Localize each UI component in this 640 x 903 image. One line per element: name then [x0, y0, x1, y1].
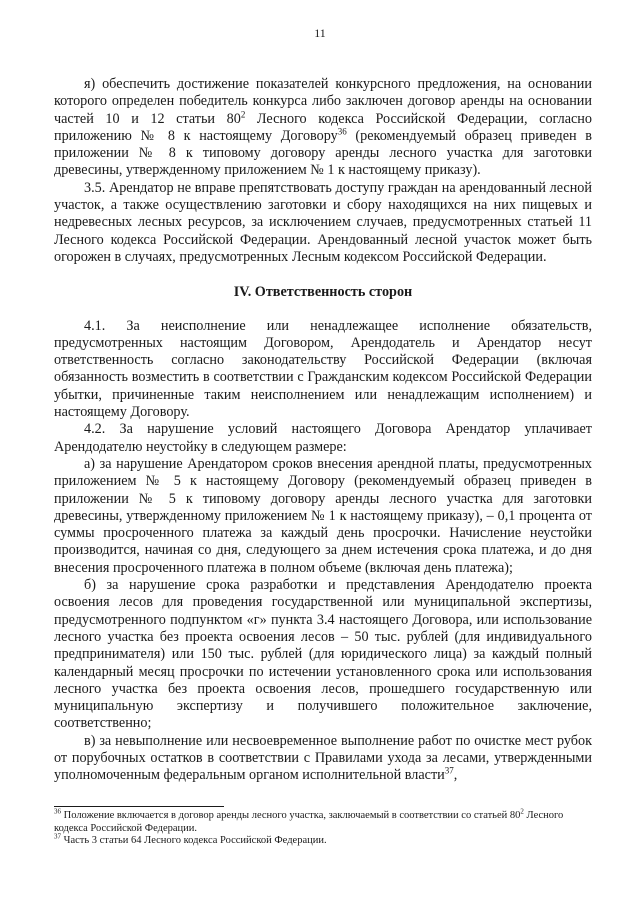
paragraph-4-1: 4.1. За неисполнение или ненадлежащее исполнение обязательств, предусмотренных настоящим Договором, Арендодатель и Арендатор несут ответственность согласно законодательству Российской Федерации (включая обязанность возместить в соответствии с Гражданским кодексом Российской Федерации убытки, причиненные таким неисполнением или ненадлежащим исполнением) и настоящему Договору.	[54, 317, 592, 421]
footnote-37	[54, 832, 592, 848]
footnote-37-text: Часть 3 статьи 64 Лесного кодекса Российской Федерации.	[61, 835, 327, 846]
footnote-36	[54, 807, 592, 835]
footnote-36-number: 36	[54, 807, 61, 816]
footnote-36-text-2: Лесного кодекса Российской Федерации.	[54, 810, 564, 834]
footnote-36-text-1: Положение включается в договор аренды лесного участка, заключаемый в соответствии со статьей 80	[61, 810, 521, 821]
paragraph-ya-text-2: Лесного кодекса Российской Федерации, согласно приложению № 8 к настоящему Договору	[54, 110, 592, 144]
page-number: 11	[314, 26, 326, 40]
paragraph-b: б) за нарушение срока разработки и представления Арендодателю проекта освоения лесов для проведения государственной или муниципальной экспертизы, предусмотренного подпунктом «г» пункта 3.4 настоящего Договора, или использование лесного участка без проекта освоения лесов – 50 тыс. рублей (для индивидуального предпринимателя) или 150 тыс. рублей (для юридического лица) за каждый полный календарный месяц просрочки по истечении установленного срока или использования лесного участка без проекта освоения лесов, прошедшего государственную или муниципальную экспертизу и получившего положительное заключение, соответственно;	[54, 577, 592, 732]
paragraph-v	[54, 733, 592, 785]
footnote-ref-36[interactable]: 36	[337, 126, 347, 137]
superscript-article-80-2: 2	[240, 108, 246, 119]
paragraph-4-2: 4.2. За нарушение условий настоящего Договора Арендатор уплачивает Арендодателю неустойку в следующем размере:	[54, 421, 592, 455]
paragraph-ya	[54, 76, 592, 180]
paragraph-ya-text-1: я) обеспечить достижение показателей конкурсного предложения, на основании которого определен победитель конкурса либо заключен договор аренды на основании частей 10 и 12 статьи 80	[54, 76, 592, 127]
paragraph-v-text-1: в) за невыполнение или несвоевременное выполнение работ по очистке мест рубок от порубочных остатков в соответствии с Правилами ухода за лесами, утвержденными уполномоченным федеральным органом исполнительной власти	[54, 732, 592, 784]
section-heading: IV. Ответственность сторон	[233, 284, 413, 301]
footnote-37-number: 37	[54, 832, 61, 841]
footnotes	[54, 807, 592, 848]
paragraph-v-text-2: ,	[453, 767, 458, 784]
paragraph-3-5: 3.5. Арендатор не вправе препятствовать доступу граждан на арендованный лесной участок, а также осуществлению заготовки и сбору находящихся на них пищевых и недревесных лесных ресурсов, за исключением случаев, предусмотренных статьей 11 Лесного кодекса Российской Федерации. Арендованный лесной участок может быть огорожен в случаях, предусмотренных Лесным кодексом Российской Федерации.	[54, 179, 592, 265]
paragraph-ya-text-3: (рекомендуемый образец приведен в приложении № 8 к типовому договору аренды лесного участка для заготовки древесины, утвержденному приложением № 1 к настоящему приказу).	[54, 127, 592, 179]
footnote-36-superscript: 2	[520, 807, 524, 816]
footnote-separator	[54, 806, 224, 807]
footnote-ref-37[interactable]: 37	[444, 765, 454, 776]
paragraph-a: а) за нарушение Арендатором сроков внесения арендной платы, предусмотренных приложением № 5 к настоящему Договору (рекомендуемый образец приведен в приложении № 5 к типовому договору аренды лесного участка для заготовки древесины, утвержденному приложением № 1 к настоящему приказу), – 0,1 процента от суммы просроченного платежа за каждый день просрочки. Начисление неустойки производится, начиная со дня, следующего за днем истечения срока платежа, и до дня внесения просроченного платежа в полном объеме (включая день платежа);	[54, 455, 592, 576]
document-body	[54, 76, 592, 785]
